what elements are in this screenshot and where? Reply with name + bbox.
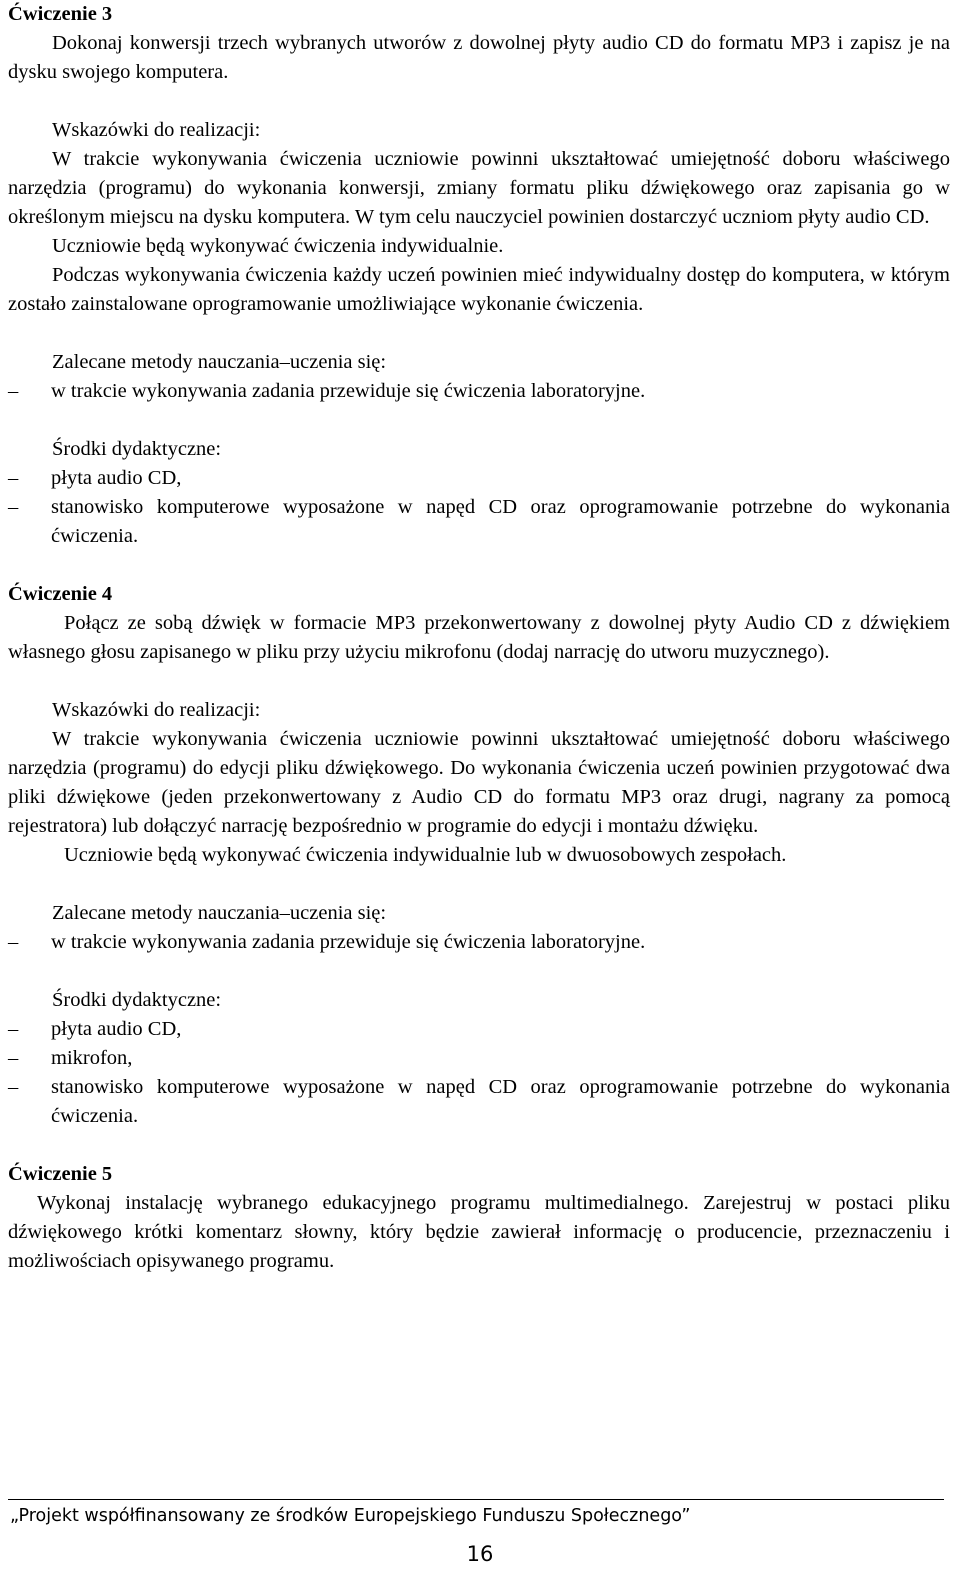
footer-funding-note: „Projekt współfinansowany ze środków Europejskiego Funduszu Społecznego” bbox=[10, 1506, 691, 1526]
exercise-3-hints-paragraph-2: Uczniowie będą wykonywać ćwiczenia indywidualnie. bbox=[52, 235, 504, 257]
document-page bbox=[8, 0, 950, 1276]
dash-bullet: – bbox=[8, 380, 19, 402]
exercise-4-title: Ćwiczenie 4 bbox=[8, 583, 113, 605]
list-item: – płyta audio CD, bbox=[8, 1015, 950, 1044]
exercise-3-methods-list bbox=[8, 377, 950, 406]
list-item: – płyta audio CD, bbox=[8, 464, 950, 493]
list-item: – w trakcie wykonywania zadania przewiduje się ćwiczenia laboratoryjne. bbox=[8, 377, 950, 406]
dash-bullet: – bbox=[8, 1047, 19, 1069]
exercise-4-aids-label: Środki dydaktyczne: bbox=[52, 989, 222, 1011]
exercise-3-intro: Dokonaj konwersji trzech wybranych utworów z dowolnej płyty audio CD do formatu MP3 i zapisz je na dysku swojego komputera. bbox=[8, 32, 950, 83]
page-number: 16 bbox=[466, 1542, 494, 1566]
exercise-3-aids-list bbox=[8, 464, 950, 551]
list-item: – mikrofon, bbox=[8, 1044, 950, 1073]
exercise-3-methods-label: Zalecane metody nauczania–uczenia się: bbox=[52, 351, 387, 373]
exercise-5-intro: Wykonaj instalację wybranego edukacyjnego programu multimedialnego. Zarejestruj w postaci pliku dźwiękowego krótki komentarz słowny, który będzie zawierał informację o producencie, przeznaczeniu i możliwościach opisywanego programu. bbox=[8, 1192, 950, 1272]
exercise-3-aids-label: Środki dydaktyczne: bbox=[52, 438, 222, 460]
dash-bullet: – bbox=[8, 1018, 19, 1040]
exercise-4-methods-label: Zalecane metody nauczania–uczenia się: bbox=[52, 902, 387, 924]
dash-bullet: – bbox=[8, 496, 19, 518]
exercise-3-hints-label: Wskazówki do realizacji: bbox=[52, 119, 261, 141]
exercise-4-methods-list bbox=[8, 928, 950, 957]
exercise-4-intro: Połącz ze sobą dźwięk w formacie MP3 przekonwertowany z dowolnej płyty Audio CD z dźwiękiem własnego głosu zapisanego w pliku przy użyciu mikrofonu (dodaj narrację do utworu muzycznego). bbox=[8, 612, 950, 663]
exercise-4-hints-paragraph-1: W trakcie wykonywania ćwiczenia uczniowie powinni ukształtować umiejętność doboru właściwego narzędzia (programu) do edycji pliku dźwiękowego. Do wykonania ćwiczenia uczeń powinien przygotować dwa pliki dźwiękowe (jeden przekonwertowany z Audio CD do formatu MP3 oraz drugi, nagrany za pomocą rejestratora) lub dołączyć narrację bezpośrednio w programie do edycji i montażu dźwięku. bbox=[8, 728, 950, 837]
list-item: – w trakcie wykonywania zadania przewiduje się ćwiczenia laboratoryjne. bbox=[8, 928, 950, 957]
list-item: – stanowisko komputerowe wyposażone w napęd CD oraz oprogramowanie potrzebne do wykonania ćwiczenia. bbox=[8, 1073, 950, 1131]
exercise-3-hints-paragraph-1: W trakcie wykonywania ćwiczenia uczniowie powinni ukształtować umiejętność doboru właściwego narzędzia (programu) do wykonania konwersji, zmiany formatu pliku dźwiękowego oraz zapisania go w określonym miejscu na dysku komputera. W tym celu nauczyciel powinien dostarczyć uczniom płyty audio CD. bbox=[8, 148, 950, 228]
exercise-4-aids-list bbox=[8, 1015, 950, 1131]
footer-divider bbox=[8, 1499, 944, 1500]
exercise-5-title: Ćwiczenie 5 bbox=[8, 1163, 113, 1185]
exercise-4-hints-label: Wskazówki do realizacji: bbox=[52, 699, 261, 721]
exercise-3-hints-paragraph-3: Podczas wykonywania ćwiczenia każdy uczeń powinien mieć indywidualny dostęp do komputera, w którym zostało zainstalowane oprogramowanie umożliwiające wykonanie ćwiczenia. bbox=[8, 264, 950, 315]
dash-bullet: – bbox=[8, 931, 19, 953]
dash-bullet: – bbox=[8, 467, 19, 489]
list-item: – stanowisko komputerowe wyposażone w napęd CD oraz oprogramowanie potrzebne do wykonania ćwiczenia. bbox=[8, 493, 950, 551]
exercise-3-title: Ćwiczenie 3 bbox=[8, 3, 113, 25]
dash-bullet: – bbox=[8, 1076, 19, 1098]
exercise-4-hints-paragraph-2: Uczniowie będą wykonywać ćwiczenia indywidualnie lub w dwuosobowych zespołach. bbox=[64, 844, 787, 866]
